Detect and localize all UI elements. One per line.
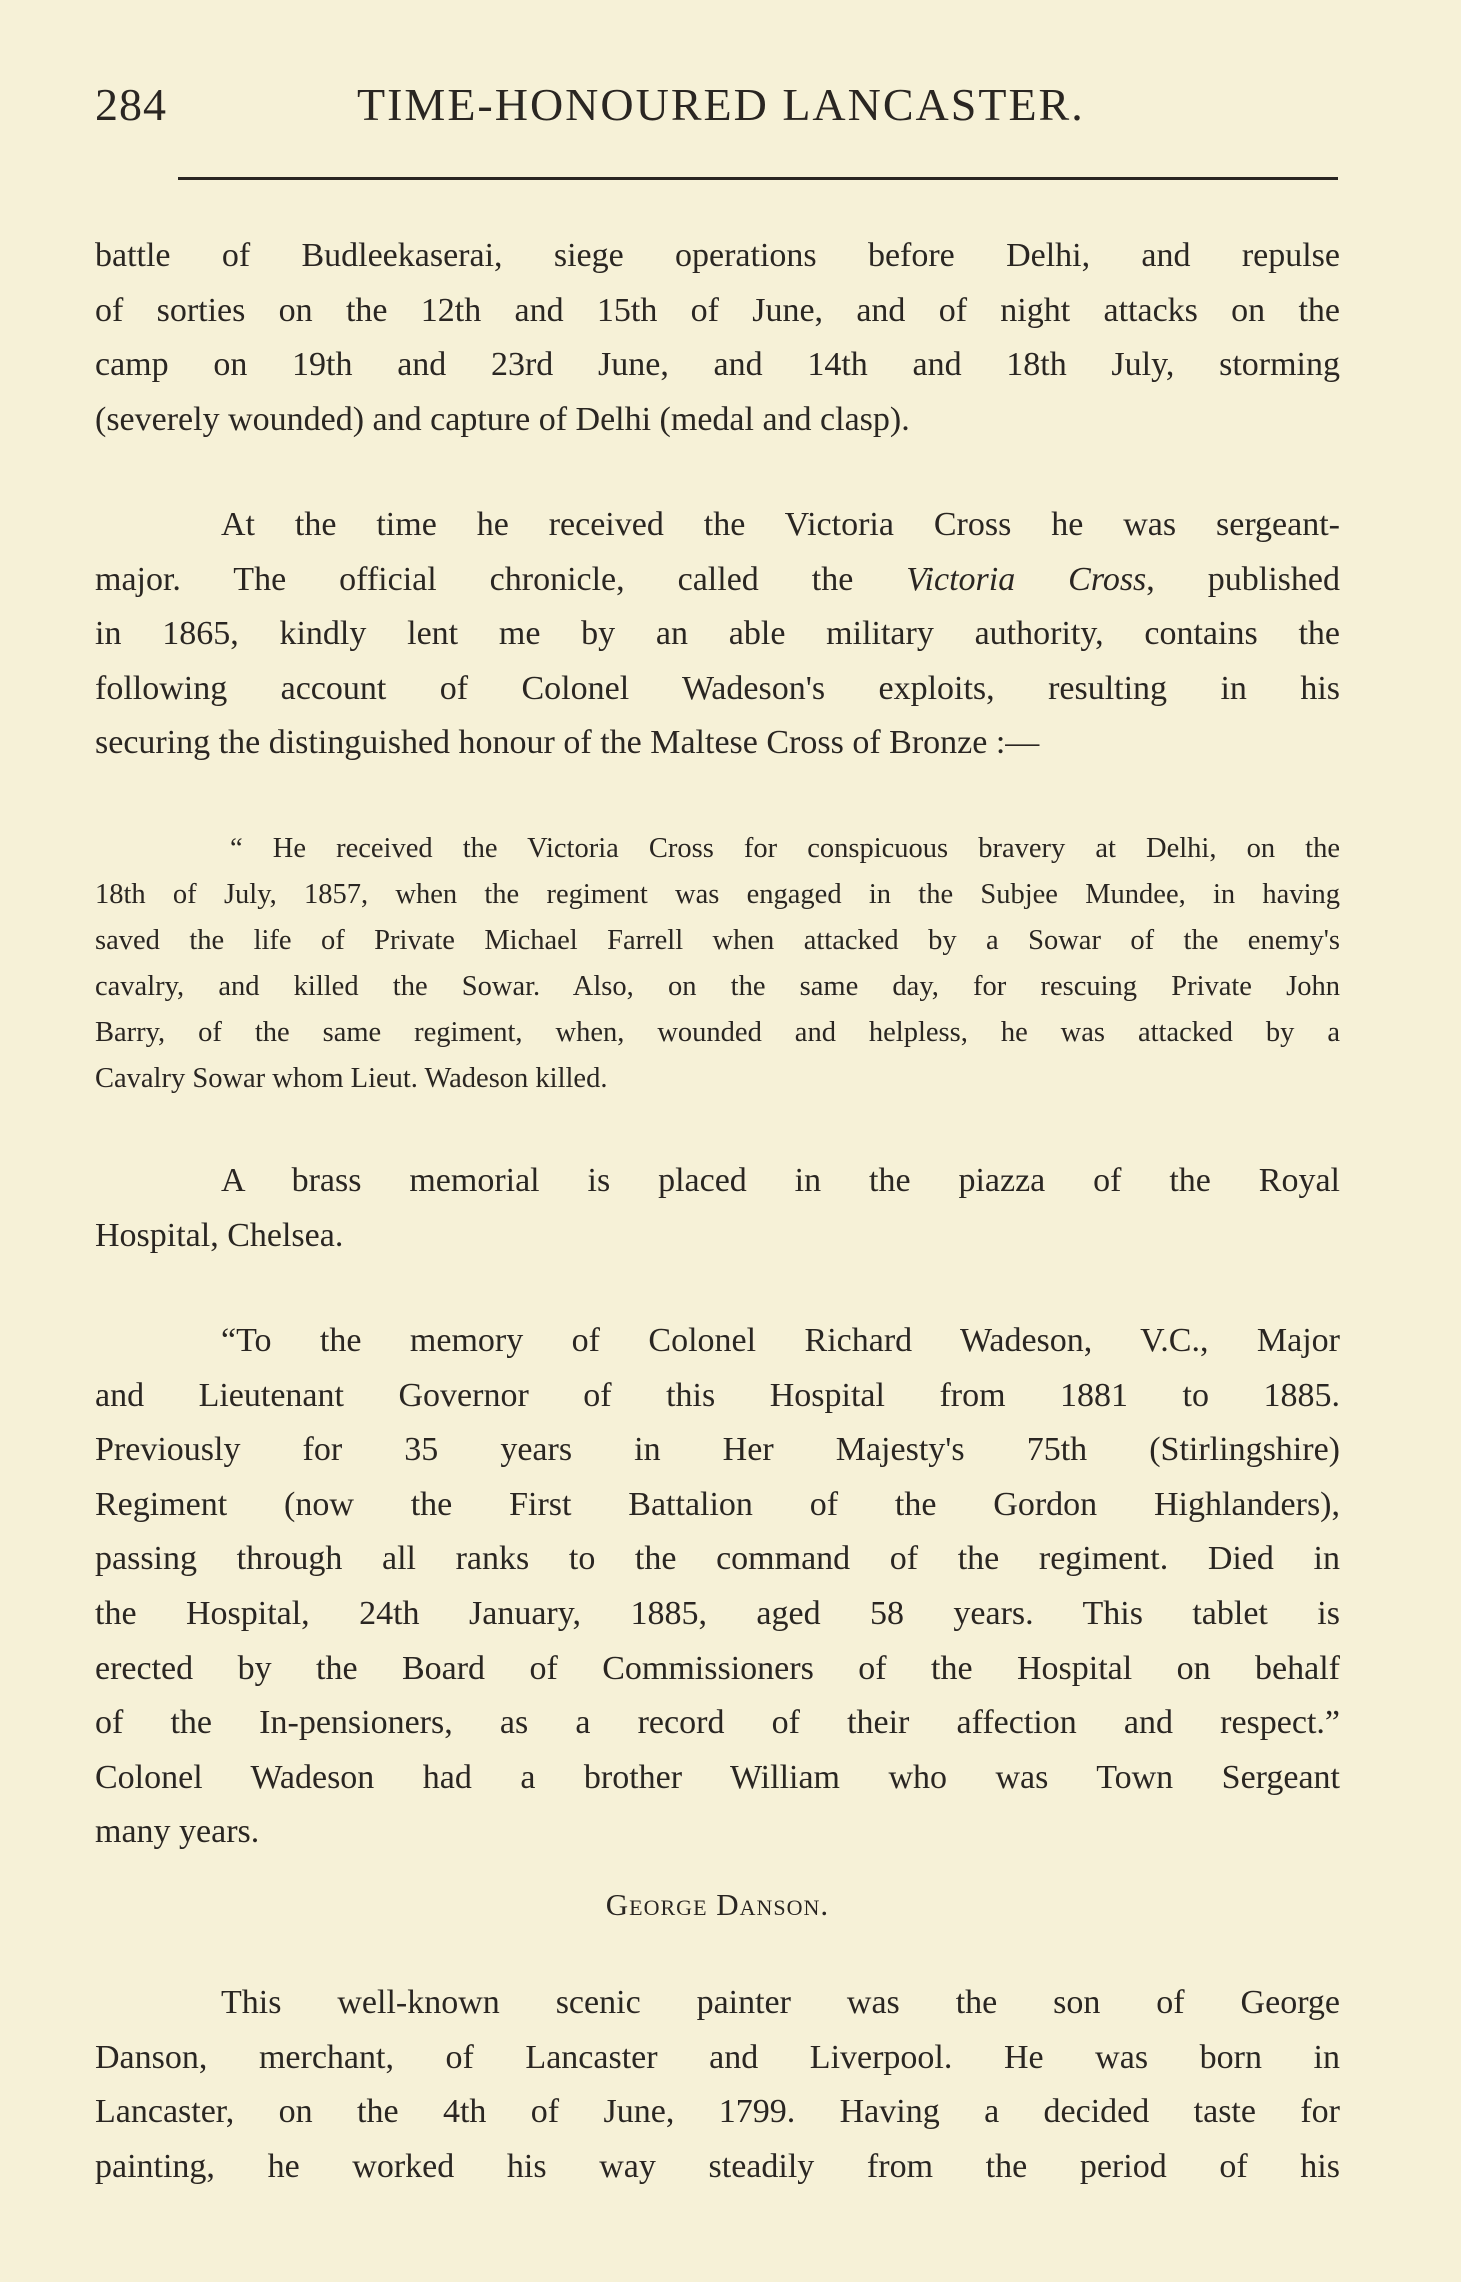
text-line: erected by the Board of Commissioners of the Hospital on behalf: [95, 1649, 1340, 1687]
text-line: camp on 19th and 23rd June, and 14th and 18th July, storming: [95, 346, 1340, 384]
page-number: 284: [95, 79, 167, 130]
section-heading: George Danson.: [605, 1887, 830, 1922]
quote-line: cavalry, and killed the Sowar. Also, on the same day, for rescuing Private John: [95, 971, 1340, 1002]
quote-line: saved the life of Private Michael Farrell when attacked by a Sowar of the enemy's: [95, 925, 1340, 956]
text-line: Danson, merchant, of Lancaster and Liverpool. He was born in: [95, 2038, 1340, 2076]
paragraph-continuation: [95, 229, 1340, 447]
book-title-italic: Victoria Cross: [906, 560, 1147, 598]
quote-line: “ He received the Victoria Cross for conspicuous bravery at Delhi, on the: [230, 833, 1340, 864]
text-line: Hospital, Chelsea.: [95, 1216, 344, 1254]
text-line: in 1865, kindly lent me by an able military authority, contains the: [95, 615, 1340, 653]
paragraph-george-danson: [95, 1976, 1340, 2194]
header-rule: [178, 177, 1338, 180]
text-line: the Hospital, 24th January, 1885, aged 58 years. This tablet is: [95, 1594, 1340, 1632]
text-line: of the In-pensioners, as a record of their affection and respect.”: [95, 1704, 1340, 1742]
block-quotation: [95, 826, 1340, 1102]
text-line: This well-known scenic painter was the son of George: [221, 1984, 1340, 2021]
text-line: Colonel Wadeson had a brother William who was Town Sergeant: [95, 1758, 1340, 1796]
paragraph-brass-memorial: [95, 1154, 1340, 1263]
text-line: Regiment (now the First Battalion of the Gordon Highlanders),: [95, 1485, 1340, 1523]
text-line: “To the memory of Colonel Richard Wadeson, V.C., Major: [221, 1322, 1340, 1359]
running-title: TIME-HONOURED LANCASTER.: [357, 79, 1085, 130]
text-line: [95, 553, 1340, 608]
text-line: Lancaster, on the 4th of June, 1799. Having a decided taste for: [95, 2093, 1340, 2131]
text-line: Previously for 35 years in Her Majesty's 75th (Stirlingshire): [95, 1431, 1340, 1469]
quote-line: Cavalry Sowar whom Lieut. Wadeson killed.: [95, 1063, 608, 1094]
text-line: passing through all ranks to the command of the regiment. Died in: [95, 1540, 1340, 1578]
paragraph-inscription: [95, 1314, 1340, 1860]
text-line: and Lieutenant Governor of this Hospital from 1881 to 1885.: [95, 1376, 1340, 1414]
text-line: securing the distinguished honour of the Maltese Cross of Bronze :—: [95, 724, 1040, 762]
text-line: A brass memorial is placed in the piazza of the Royal: [221, 1162, 1340, 1199]
text-line: many years.: [95, 1813, 260, 1851]
text-line: painting, he worked his way steadily from the period of his: [95, 2147, 1340, 2185]
text-line: (severely wounded) and capture of Delhi (medal and clasp).: [95, 400, 910, 438]
quote-line: Barry, of the same regiment, when, wounded and helpless, he was attacked by a: [95, 1017, 1340, 1048]
quote-line: 18th of July, 1857, when the regiment was engaged in the Subjee Mundee, in having: [95, 879, 1340, 910]
paragraph-victoria-cross: [95, 498, 1340, 771]
text-line: At the time he received the Victoria Cross he was sergeant-: [221, 506, 1340, 543]
page-header: [95, 70, 1340, 140]
text-line: of sorties on the 12th and 15th of June, and of night attacks on the: [95, 291, 1340, 329]
text-line: following account of Colonel Wadeson's exploits, resulting in his: [95, 669, 1340, 707]
text-line: battle of Budleekaserai, siege operations before Delhi, and repulse: [95, 237, 1340, 274]
text-segment: major. The official chronicle, called the: [95, 560, 907, 598]
text-segment: , published: [1146, 560, 1340, 598]
